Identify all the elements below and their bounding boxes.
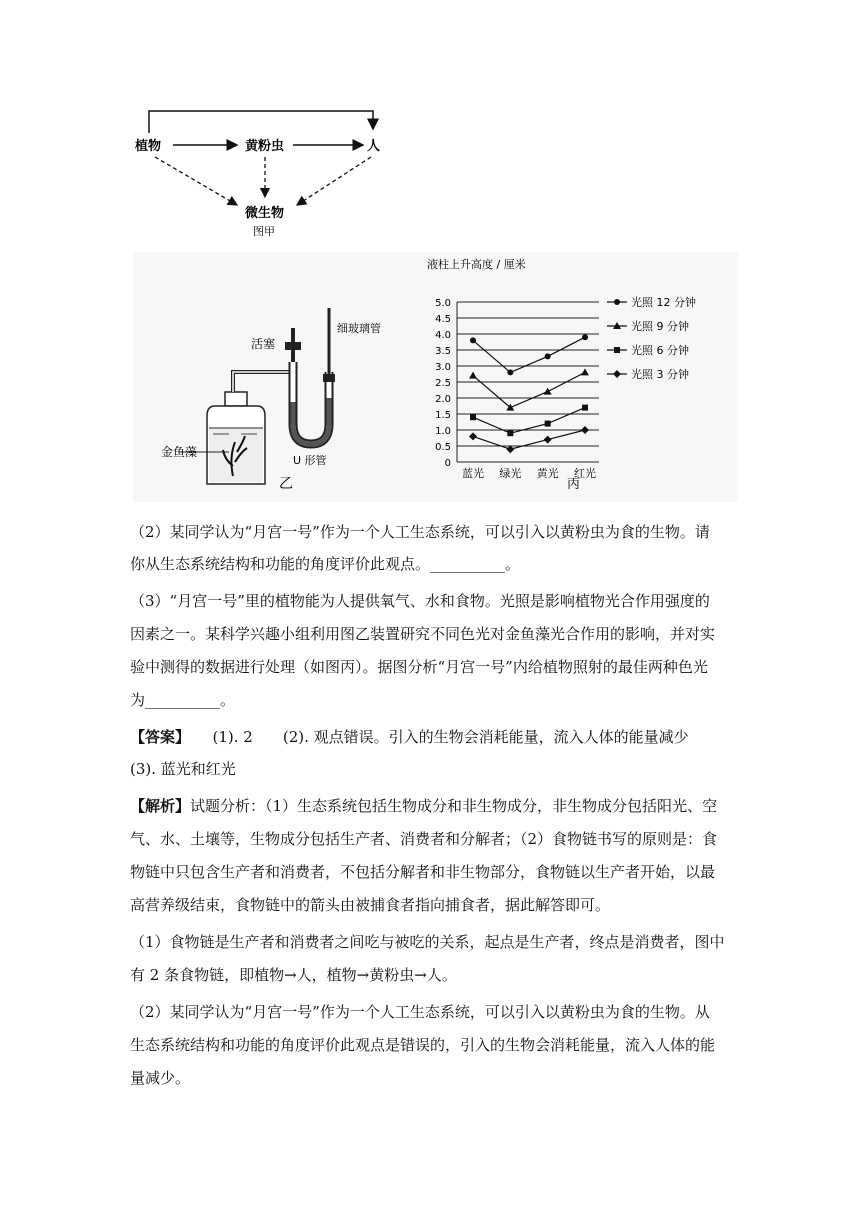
node-human: 人 xyxy=(367,139,381,154)
label-valve: 活塞 xyxy=(251,337,276,351)
explanation-tag: 【解析】 xyxy=(130,797,191,815)
y-tick-label: 5.0 xyxy=(435,298,451,309)
q3-line-2: 因素之一。某科学兴趣小组利用图乙装置研究不同色光对金鱼藻光合作用的影响，并对实 xyxy=(130,625,716,643)
marker-square xyxy=(470,414,476,420)
marker-circle xyxy=(614,299,620,305)
q3-line-4: 为__________。 xyxy=(130,691,236,709)
explanation-text-1: 试题分析：（1）生态系统包括生物成分和非生物成分，非生物成分包括阳光、空 xyxy=(190,797,718,815)
chart-ylabel: 液柱上升高度 / 厘米 xyxy=(427,258,526,271)
legend-label: 光照 3 分钟 xyxy=(631,368,689,381)
y-tick-label: 4.0 xyxy=(435,330,451,341)
node-plant: 植物 xyxy=(135,139,162,154)
apparatus-diagram xyxy=(133,252,413,502)
q3-line-1: （3）“月宫一号”里的植物能为人提供氧气、水和食物。光照是影响植物光合作用强度的 xyxy=(130,592,710,610)
label-u-tube: U 形管 xyxy=(293,454,327,467)
bottle-water xyxy=(209,428,263,482)
explanation-line-1 xyxy=(130,793,750,819)
x-tick-label: 黄光 xyxy=(536,467,559,480)
marker-square xyxy=(507,430,513,436)
marker-square xyxy=(545,421,551,427)
series-line xyxy=(473,372,585,407)
node-mealworm: 黄粉虫 xyxy=(245,139,285,154)
marker-triangle xyxy=(544,388,552,395)
marker-diamond xyxy=(581,426,589,434)
arrow-plant-to-microbe xyxy=(155,157,237,205)
explanation-line-3: 物链中只包含生产者和消费者，不包括分解者和非生物部分，食物链以生产者开始，以最 xyxy=(130,863,716,881)
y-tick-label: 0 xyxy=(444,458,451,469)
figure-bing-caption: 丙 xyxy=(567,477,581,492)
connector-tube xyxy=(233,372,289,392)
arrow-plant-to-human xyxy=(149,111,373,133)
p1-line-1: （1）食物链是生产者和消费者之间吃与被吃的关系，起点是生产者，终点是消费者，图中 xyxy=(130,933,725,951)
marker-diamond xyxy=(469,432,477,440)
legend-label: 光照 9 分钟 xyxy=(631,320,689,333)
legend-label: 光照 6 分钟 xyxy=(631,344,689,357)
marker-triangle xyxy=(469,372,477,379)
marker-circle xyxy=(582,334,588,340)
p1-line-2: 有 2 条食物链，即植物→人，植物→黄粉虫→人。 xyxy=(130,966,457,984)
answer-line-1 xyxy=(130,724,750,750)
marker-square xyxy=(582,405,588,411)
answer-line-2: (3). 蓝光和红光 xyxy=(130,760,236,778)
y-tick-label: 1.0 xyxy=(435,426,451,437)
label-thin-tube: 细玻璃管 xyxy=(337,322,381,335)
node-microbe: 微生物 xyxy=(245,206,285,221)
y-tick-label: 0.5 xyxy=(435,442,451,453)
q2-line-1: （2）某同学认为“月宫一号”作为一个人工生态系统，可以引入以黄粉虫为食的生物。请 xyxy=(130,523,710,541)
marker-triangle xyxy=(581,368,589,375)
q2-line-2: 你从生态系统结构和功能的角度评价此观点。__________。 xyxy=(130,555,521,573)
y-tick-label: 2.5 xyxy=(435,378,451,389)
marker-diamond xyxy=(544,436,552,444)
marker-circle xyxy=(545,353,551,359)
series-line xyxy=(473,408,585,434)
marker-circle xyxy=(507,369,513,375)
light-color-chart xyxy=(413,252,738,502)
food-web-diagram xyxy=(133,105,413,243)
answer-text-1: (1). 2 (2). 观点错误。引入的生物会消耗能量，流入人体的能量减少 xyxy=(182,728,689,746)
explanation-line-2: 气、水、土壤等，生物成分包括生产者、消费者和分解者；（2）食物链书写的原则是：食 xyxy=(130,830,718,848)
marker-circle xyxy=(470,337,476,343)
x-tick-label: 红光 xyxy=(574,467,596,480)
p2-line-3: 量减少。 xyxy=(130,1069,191,1087)
figure-jia-caption: 图甲 xyxy=(253,225,275,238)
answer-tag: 【答案】 xyxy=(130,728,183,746)
q3-line-3: 验中测得的数据进行处理（如图丙）。据图分析“月宫一号”内给植物照射的最佳两种色光 xyxy=(130,658,708,676)
p2-line-1: （2）某同学认为“月宫一号”作为一个人工生态系统，可以引入以黄粉虫为食的生物。从 xyxy=(130,1003,710,1021)
y-tick-label: 3.5 xyxy=(435,346,451,357)
y-tick-label: 3.0 xyxy=(435,362,451,373)
y-tick-label: 1.5 xyxy=(435,410,451,421)
explanation-line-4: 高营养级结束，食物链中的箭头由被捕食者指向捕食者，据此解答即可。 xyxy=(130,896,611,914)
y-tick-label: 2.0 xyxy=(435,394,451,405)
label-goldfish-weed: 金鱼藻 xyxy=(161,445,198,459)
p2-line-2: 生态系统结构和功能的角度评价此观点是错误的，引入的生物会消耗能量，流入人体的能 xyxy=(130,1036,716,1054)
bottle-cap xyxy=(225,392,247,406)
marker-square xyxy=(614,347,620,353)
x-tick-label: 蓝光 xyxy=(462,467,484,480)
arrow-human-to-microbe xyxy=(297,157,371,205)
series-line xyxy=(473,337,585,372)
figure-yi-caption: 乙 xyxy=(279,476,293,492)
legend-label: 光照 12 分钟 xyxy=(631,296,696,309)
y-tick-label: 4.5 xyxy=(435,314,451,325)
x-tick-label: 绿光 xyxy=(499,467,522,480)
marker-diamond xyxy=(613,370,621,378)
